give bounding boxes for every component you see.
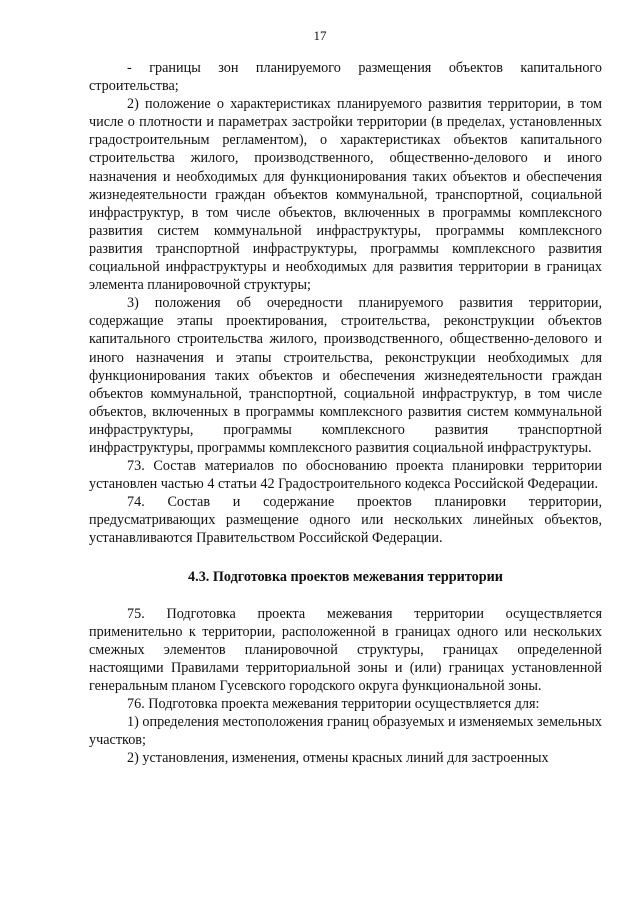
page-number: 17 [313, 28, 327, 43]
paragraph-zones-list-item: - границы зон планируемого размещения объектов капитального строительства; [89, 60, 602, 95]
section-heading: 4.3. Подготовка проектов межевания территории [188, 568, 503, 585]
paragraph-2-development-characteristics: 2) положение о характеристиках планируемого развития территории, в том числе о плотности и параметрах застройки территории (в пределах, установленных градостроительным регламентом), о характеристиках объектов капитального строительства жилого, производственного, общественно-делового и иного назначения и необходимых для функционирования таких объектов и обеспечения жизнедеятельности граждан объектов коммунальной, транспортной, социальной инфраструктур, в том числе объектов, включенных в программы комплексного развития систем коммунальной инфраструктуры, программы комплексного развития транспортной инфраструктуры, программы комплексного развития социальной инфраструктуры и необходимых для развития территории в границах элемента планировочной структуры; [89, 96, 602, 294]
paragraph-75: 75. Подготовка проекта межевания территории осуществляется применительно к территории, расположенной в границах одного или нескольких смежных элементов планировочной структуры, границах определенной настоящими Правилами территориальной зоны и (или) границах установленной генеральным планом Гусевского городского округа функциональной зоны. [89, 605, 602, 694]
paragraph-76-item-2: 2) установления, изменения, отмены красных линий для застроенных [127, 750, 549, 767]
document-body [89, 59, 602, 767]
paragraph-74: 74. Состав и содержание проектов планировки территории, предусматривающих размещение одного или нескольких линейных объектов, устанавливаются Правительством Российской Федерации. [89, 494, 602, 547]
paragraph-73: 73. Состав материалов по обоснованию проекта планировки территории установлен частью 4 статьи 42 Градостроительного кодекса Российской Федерации. [89, 458, 602, 493]
paragraph-3-development-sequence: 3) положения об очередности планируемого развития территории, содержащие этапы проектирования, строительства, реконструкции объектов капитального строительства жилого, производственного, общественно-делового и иного назначения и этапы строительства, реконструкции необходимых для функционирования таких объектов и обеспечения жизнедеятельности граждан объектов коммунальной, транспортной, социальной инфраструктур, в том числе объектов, включенных в программы комплексного развития систем коммунальной инфраструктуры, программы комплексного развития транспортной инфраструктуры, программы комплексного развития социальной инфраструктуры. [89, 295, 602, 456]
paragraph-76: 76. Подготовка проекта межевания территории осуществляется для: [127, 696, 540, 713]
paragraph-76-item-1: 1) определения местоположения границ образуемых и изменяемых земельных участков; [89, 714, 602, 749]
